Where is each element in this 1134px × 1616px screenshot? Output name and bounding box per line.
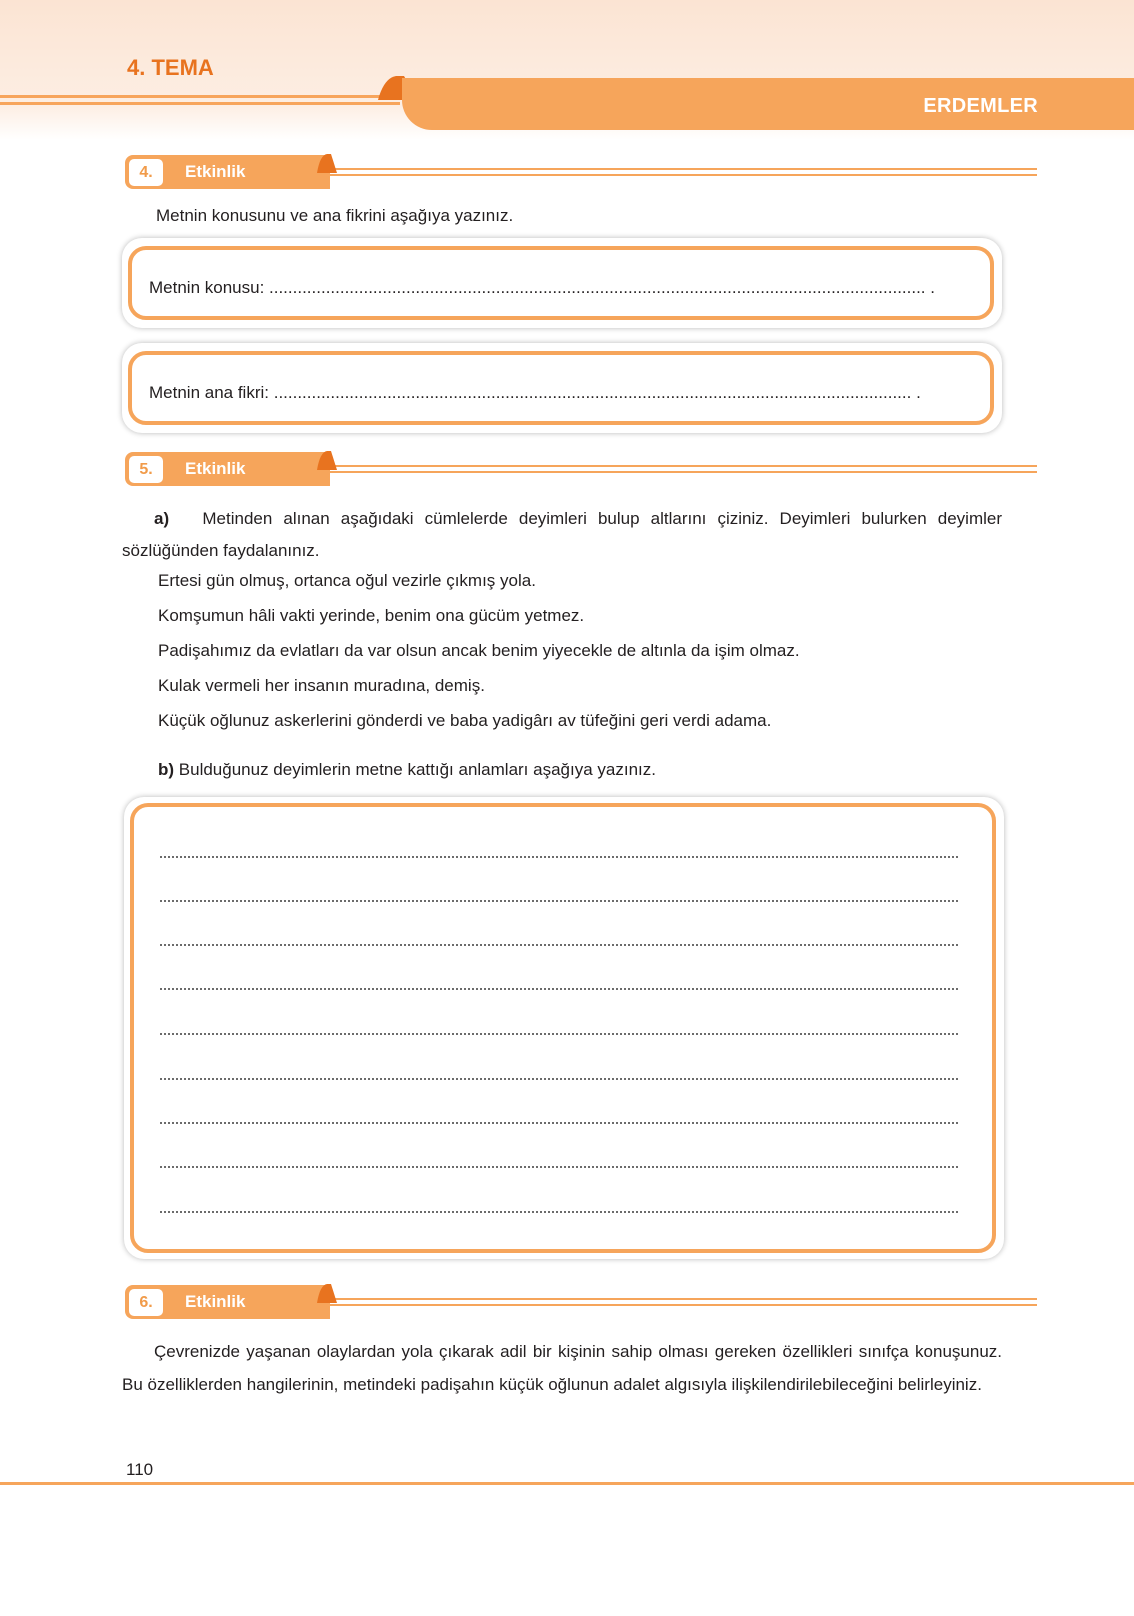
answer-line[interactable] <box>160 1211 958 1215</box>
page-number: 110 <box>126 1460 154 1479</box>
part-b-text: Bulduğunuz deyimlerin metne kattığı anlamları aşağıya yazınız. <box>178 760 656 779</box>
activity-4-header <box>125 153 1037 193</box>
main-idea-answer-line[interactable]: Metnin ana fikri: ....................................................................................................................................... . <box>149 383 921 402</box>
activity-number: 4. <box>129 159 163 186</box>
header-lines <box>0 95 400 109</box>
sentence: Ertesi gün olmuş, ortanca oğul vezirle çıkmış yola. <box>158 571 536 590</box>
activity-label: Etkinlik <box>185 1292 246 1311</box>
activity-5b-instruction <box>158 754 656 786</box>
activity-6-header <box>125 1283 1037 1323</box>
part-a-text: Metinden alınan aşağıdaki cümlelerde deyimleri bulup altlarını çiziniz. Deyimleri bulurken deyimler sözlüğünden faydalanınız. <box>122 509 1002 560</box>
footer-line <box>0 1482 1134 1485</box>
theme-name: ERDEMLER <box>923 95 1038 117</box>
activity-number: 5. <box>129 456 163 483</box>
answer-line[interactable] <box>160 988 958 992</box>
activity-6-text: Çevrenizde yaşanan olaylardan yola çıkarak adil bir kişinin sahip olması gereken özellikleri sınıfça konuşunuz. Bu özelliklerden hangilerinin, metindeki padişahın küçük oğlunun adalet algısıyla ilişkilendirilebileceğini belirleyiniz. <box>122 1342 1002 1394</box>
sentence: Padişahımız da evlatları da var olsun ancak benim yiyecekle de altınla da işim olmaz. <box>158 641 800 660</box>
topic-answer-line[interactable]: Metnin konusu: ........................................................................................................................................... . <box>149 278 935 297</box>
answer-line[interactable] <box>160 1033 958 1037</box>
activity-5-header <box>125 450 1037 490</box>
activity-label: Etkinlik <box>185 162 246 181</box>
answer-line[interactable] <box>160 1166 958 1170</box>
meanings-answer-box <box>124 797 1004 1259</box>
answer-line[interactable] <box>160 900 958 904</box>
sentence-list <box>158 565 800 740</box>
activity-5a-instruction <box>122 503 1002 567</box>
sentence: Komşumun hâli vakti yerinde, benim ona gücüm yetmez. <box>158 606 585 625</box>
sentence: Küçük oğlunuz askerlerini gönderdi ve baba yadigârı av tüfeğini geri verdi adama. <box>158 711 772 730</box>
activity-number: 6. <box>129 1289 163 1316</box>
topic-box <box>122 238 1002 328</box>
part-b-marker: b) <box>158 760 175 779</box>
main-idea-box <box>122 343 1002 433</box>
answer-line[interactable] <box>160 1122 958 1126</box>
answer-line[interactable] <box>160 1078 958 1082</box>
sentence: Kulak vermeli her insanın muradına, demiş. <box>158 676 485 695</box>
activity-4-instruction: Metnin konusunu ve ana fikrini aşağıya yazınız. <box>156 206 514 225</box>
answer-line[interactable] <box>160 856 958 860</box>
activity-label: Etkinlik <box>185 459 246 478</box>
theme-title: 4. TEMA <box>127 55 214 80</box>
answer-line[interactable] <box>160 944 958 948</box>
part-a-marker: a) <box>154 509 170 528</box>
